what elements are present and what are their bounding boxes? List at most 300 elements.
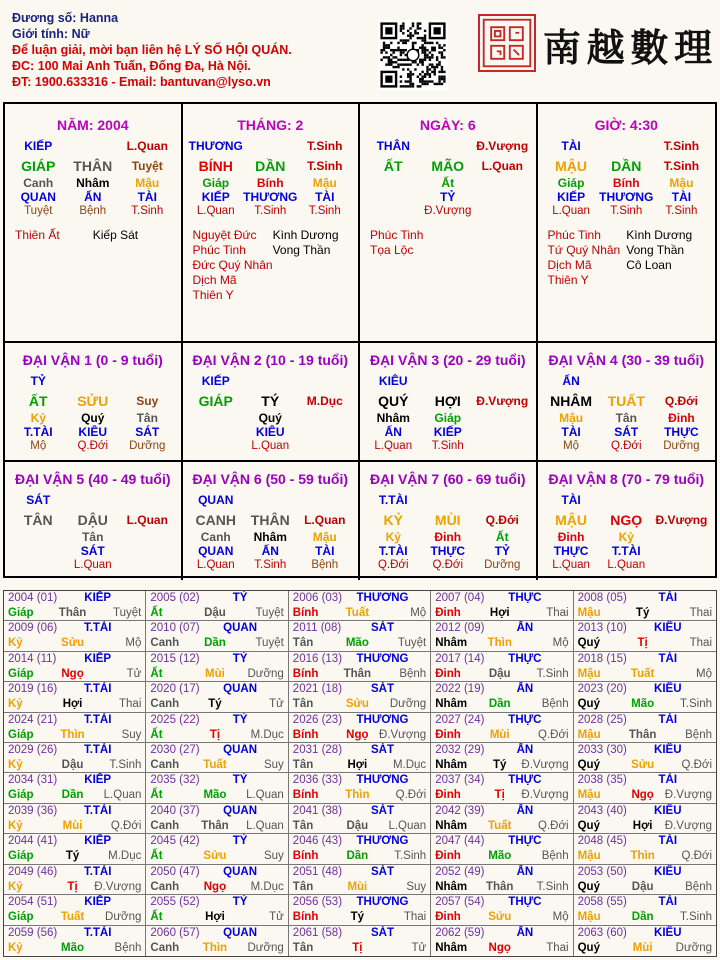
life-stage: Đ.Vượng	[655, 513, 708, 527]
year-cell[interactable]	[431, 713, 573, 743]
year-label: 2035 (32)	[150, 774, 200, 787]
year-cell[interactable]	[431, 865, 573, 895]
hidden-stage: Q.Đới	[77, 440, 109, 452]
hidden-stem	[298, 411, 353, 425]
year-cell[interactable]	[146, 621, 288, 651]
year-label: 2040 (37)	[150, 804, 200, 817]
year-cell[interactable]	[4, 652, 146, 682]
hidden-god: ẤN	[384, 425, 402, 439]
dai-van-8[interactable]	[538, 462, 716, 580]
year-cell[interactable]	[4, 895, 146, 925]
hidden-god: THƯƠNG	[599, 190, 654, 204]
year-branch: Ngọ	[346, 728, 369, 741]
year-stem: Quý	[577, 759, 600, 772]
year-stage: Mộ	[696, 667, 712, 680]
year-god: SÁT	[370, 804, 394, 817]
year-stem: Quý	[577, 698, 600, 711]
year-cell[interactable]	[4, 804, 146, 834]
hidden-stem: Canh	[200, 530, 231, 544]
year-label: 2012 (09)	[435, 622, 485, 635]
year-cell[interactable]	[289, 895, 431, 925]
dai-van-5[interactable]	[5, 462, 183, 580]
year-god: T.TÀI	[83, 804, 112, 817]
year-stage: L.Quan	[103, 789, 142, 802]
year-stem: Giáp	[8, 850, 34, 863]
year-cell[interactable]	[289, 773, 431, 803]
hidden-stage: T.Sinh	[131, 205, 164, 217]
hidden-stage: L.Quan	[196, 205, 235, 217]
year-label: 2015 (12)	[150, 652, 200, 665]
year-god: ẤN	[516, 926, 534, 939]
year-label: 2009 (06)	[8, 622, 58, 635]
dai-van-3[interactable]	[360, 343, 538, 462]
year-cell[interactable]	[4, 834, 146, 864]
dai-van-7[interactable]	[360, 462, 538, 580]
year-label: 2018 (15)	[577, 652, 627, 665]
year-branch: Thìn	[345, 789, 370, 802]
year-god: ẤN	[516, 683, 534, 696]
year-cell[interactable]	[146, 865, 288, 895]
year-god: KIÊU	[654, 744, 682, 757]
year-label: 2034 (31)	[8, 774, 58, 787]
year-stage: Đ.Vượng	[521, 759, 569, 772]
dai-van-1[interactable]	[5, 343, 183, 462]
year-branch: Tuất	[60, 911, 85, 924]
good-star: Dịch Mã	[192, 273, 237, 287]
year-cell[interactable]	[431, 773, 573, 803]
year-god: QUAN	[223, 926, 258, 939]
year-cell[interactable]	[574, 652, 716, 682]
hidden-stem: Kỷ	[618, 530, 634, 544]
year-cell[interactable]	[574, 591, 716, 621]
year-stem: Giáp	[8, 667, 34, 680]
year-cell[interactable]	[4, 926, 146, 956]
year-cell[interactable]	[4, 743, 146, 773]
year-cell[interactable]	[146, 804, 288, 834]
year-stem: Giáp	[8, 789, 34, 802]
year-branch: Thìn	[487, 637, 512, 650]
year-cell[interactable]	[431, 591, 573, 621]
year-branch: Dần	[204, 637, 226, 650]
year-cell[interactable]	[574, 743, 716, 773]
qr-code-icon[interactable]	[378, 20, 448, 90]
year-god: KIÊU	[654, 865, 682, 878]
year-branch: Mùi	[632, 941, 653, 954]
year-stage: Tuyệt	[113, 607, 142, 619]
year-stage: Đ.Vượng	[664, 789, 712, 802]
year-cell[interactable]	[574, 926, 716, 956]
year-branch: Dậu	[346, 819, 369, 832]
year-branch: Hợi	[489, 607, 510, 619]
earthly-branch: THÂN	[250, 512, 290, 528]
year-cell[interactable]	[431, 682, 573, 712]
year-stage: Suy	[263, 759, 284, 772]
hidden-stem: Đinh	[557, 530, 585, 544]
year-cell[interactable]	[289, 804, 431, 834]
year-stem: Quý	[577, 819, 600, 832]
year-branch: Tị	[67, 880, 78, 893]
year-stage: Dưỡng	[247, 667, 284, 680]
year-stem: Mậu	[577, 607, 601, 619]
year-stem: Ất	[150, 667, 163, 680]
hidden-god	[654, 544, 709, 558]
year-stage: Tuyệt	[255, 607, 284, 619]
year-stem: Canh	[150, 759, 180, 772]
hidden-stage: T.Sinh	[610, 205, 643, 217]
year-label: 2038 (35)	[577, 774, 627, 787]
year-label: 2060 (57)	[150, 926, 200, 939]
year-stem: Đinh	[435, 911, 461, 924]
year-branch: Dần	[631, 911, 654, 924]
year-cell[interactable]	[146, 743, 288, 773]
hidden-stem: Bính	[612, 176, 640, 190]
year-cell[interactable]	[574, 834, 716, 864]
hidden-stem: Ất	[441, 176, 455, 190]
year-god: KIÊU	[654, 622, 682, 635]
year-branch: Mùi	[347, 880, 368, 893]
hidden-god: SÁT	[135, 425, 160, 439]
year-cell[interactable]	[574, 804, 716, 834]
dai-van-6[interactable]	[183, 462, 361, 580]
hidden-stem: Giáp	[202, 176, 230, 190]
year-branch: Mão	[631, 698, 655, 711]
year-cell[interactable]	[574, 895, 716, 925]
year-stem: Tân	[292, 637, 314, 650]
hidden-stem: Quý	[258, 411, 282, 425]
year-label: 2028 (25)	[577, 713, 627, 726]
brand-char: 數	[630, 24, 669, 70]
heavenly-stem: KỶ	[383, 512, 403, 528]
year-stage: Mộ	[410, 607, 427, 619]
year-god: TÀI	[658, 835, 678, 848]
year-cell[interactable]	[289, 713, 431, 743]
year-cell[interactable]	[4, 773, 146, 803]
year-stage: Q.Đới	[538, 728, 569, 741]
year-branch: Tị	[209, 728, 221, 741]
year-stem: Đinh	[435, 789, 461, 802]
life-stage: L.Quan	[126, 513, 168, 527]
heavenly-stem: MẬU	[555, 512, 588, 528]
hidden-stage	[366, 204, 421, 218]
year-stem: Canh	[150, 698, 180, 711]
year-god: KIẾP	[84, 835, 112, 848]
year-branch: Mão	[345, 637, 369, 650]
year-god: SÁT	[370, 926, 394, 939]
year-cell[interactable]	[146, 895, 288, 925]
year-branch: Tý	[208, 698, 222, 711]
year-cell[interactable]	[146, 713, 288, 743]
hidden-god: SÁT	[614, 425, 639, 439]
brand-char: 南	[542, 24, 581, 70]
year-stage: Tuyệt	[255, 637, 284, 650]
earthly-branch: TÝ	[261, 393, 280, 409]
hidden-stage: Q.Đới	[377, 559, 409, 571]
year-stem: Giáp	[8, 728, 34, 741]
year-branch: Tý	[350, 911, 365, 924]
hidden-god: TÀI	[671, 190, 692, 204]
heavenly-stem: GIÁP	[21, 158, 56, 174]
hidden-god: TÀI	[137, 190, 157, 204]
year-stage: T.Sinh	[536, 880, 569, 893]
red-seal-icon	[478, 14, 536, 72]
bad-star: Vong Thần	[272, 243, 331, 257]
year-cell[interactable]	[146, 682, 288, 712]
pillar-god: THƯƠNG	[188, 139, 243, 153]
year-label: 2055 (52)	[150, 896, 200, 909]
hidden-god: THỰC	[664, 425, 699, 439]
year-cell[interactable]	[431, 834, 573, 864]
heavenly-stem: CANH	[195, 512, 236, 528]
hidden-god: T.TÀI	[611, 544, 641, 558]
year-god: TỶ	[232, 774, 248, 787]
hidden-stage: Mộ	[563, 440, 580, 452]
year-cell[interactable]	[4, 865, 146, 895]
dai-van-title: ĐẠI VẬN 8 (70 - 79 tuổi)	[548, 471, 705, 487]
year-label: 2008 (05)	[577, 592, 627, 604]
year-god: QUAN	[223, 804, 258, 817]
year-branch: Tị	[494, 789, 505, 802]
year-label: 2024 (21)	[8, 713, 58, 726]
dai-van-4[interactable]	[538, 343, 716, 462]
year-cell[interactable]	[4, 591, 146, 621]
year-cell[interactable]	[146, 773, 288, 803]
bad-star: Kiếp Sát	[92, 228, 139, 242]
year-stage: Thai	[403, 911, 427, 924]
year-stem: Kỷ	[8, 941, 23, 954]
year-branch: Hợi	[62, 698, 83, 711]
year-stage: Mộ	[125, 637, 142, 650]
dai-van-title: ĐẠI VẬN 4 (30 - 39 tuổi)	[548, 352, 705, 368]
year-stage: Dưỡng	[247, 941, 284, 954]
year-branch: Dần	[346, 850, 369, 863]
hidden-stage: T.Sinh	[254, 559, 287, 571]
year-god: TÀI	[658, 713, 678, 726]
year-label: 2057 (54)	[435, 896, 485, 909]
year-branch: Ngọ	[488, 941, 511, 954]
year-stem: Kỷ	[8, 698, 23, 711]
pillar-title: NĂM: 2004	[56, 117, 129, 133]
year-stage: Q.Đới	[538, 819, 569, 832]
year-cell[interactable]	[146, 926, 288, 956]
year-label: 2007 (04)	[435, 592, 485, 604]
year-cell[interactable]	[289, 621, 431, 651]
year-cell[interactable]	[4, 713, 146, 743]
year-cell[interactable]	[146, 652, 288, 682]
hidden-stem: Mậu	[312, 530, 337, 544]
year-god: THƯƠNG	[356, 713, 409, 726]
hidden-stage: Bệnh	[311, 559, 339, 571]
year-god: TÀI	[658, 592, 678, 604]
year-cell[interactable]	[289, 591, 431, 621]
year-stem: Đinh	[435, 850, 461, 863]
hidden-stage: T.Sinh	[665, 205, 698, 217]
year-cell[interactable]	[289, 682, 431, 712]
good-star: Tọa Lộc	[370, 243, 414, 257]
year-cell[interactable]	[574, 682, 716, 712]
pillar-god: THÂN	[376, 139, 410, 153]
year-cell[interactable]	[289, 834, 431, 864]
year-stage: Thai	[689, 607, 712, 619]
year-branch: Ngọ	[631, 789, 654, 802]
contact-line-1: Để luận giải, mời bạn liên hệ LÝ SỐ HỘI QUÁN.	[12, 43, 292, 57]
year-branch: Thân	[58, 607, 87, 619]
pillar-0	[5, 104, 183, 343]
year-stage: Dưỡng	[389, 698, 427, 711]
year-label: 2017 (14)	[435, 652, 485, 665]
year-cell[interactable]	[146, 591, 288, 621]
stars-list	[183, 228, 359, 303]
year-stem: Tân	[292, 819, 314, 832]
year-god: THỰC	[508, 774, 542, 787]
year-god: QUAN	[223, 744, 258, 757]
life-stage: T.Sinh	[663, 159, 700, 173]
dai-van-god: SÁT	[26, 493, 51, 507]
year-cell[interactable]	[574, 865, 716, 895]
year-cell[interactable]	[289, 865, 431, 895]
hidden-god: ẤN	[84, 190, 102, 204]
year-label: 2049 (46)	[8, 865, 58, 878]
year-cell[interactable]	[289, 652, 431, 682]
year-label: 2022 (19)	[435, 683, 485, 696]
dai-van-title: ĐẠI VẬN 3 (20 - 29 tuổi)	[369, 352, 526, 368]
year-god: TÀI	[658, 896, 678, 909]
hidden-god	[366, 190, 421, 204]
year-stage: Tuyệt	[397, 637, 427, 650]
year-god: THƯƠNG	[356, 835, 409, 848]
year-stem: Bính	[292, 850, 319, 863]
pillar-title: GIỜ: 4:30	[594, 117, 658, 133]
contact-address: ĐC: 100 Mai Anh Tuấn, Đống Đa, Hà Nội.	[12, 59, 251, 73]
year-branch: Sửu	[488, 911, 512, 924]
pillar-god: TÀI	[561, 139, 581, 153]
hidden-stage: Dưỡng	[663, 440, 700, 452]
hidden-stem: Mậu	[312, 176, 337, 190]
year-stage: Bệnh	[114, 941, 142, 954]
earthly-branch: DẬU	[77, 512, 108, 528]
bad-star	[448, 243, 526, 258]
year-cell[interactable]	[4, 621, 146, 651]
year-stage: T.Sinh	[680, 911, 712, 924]
year-stem: Tân	[292, 698, 314, 711]
earthly-branch: MÙI	[434, 512, 461, 528]
year-stem: Kỷ	[8, 759, 23, 772]
year-cell[interactable]	[4, 682, 146, 712]
year-stage: Thai	[689, 637, 712, 650]
dai-van-2[interactable]	[183, 343, 361, 462]
year-branch: Ngọ	[203, 880, 227, 893]
year-god: T.TÀI	[83, 926, 112, 939]
dai-van-title: ĐẠI VẬN 7 (60 - 69 tuổi)	[369, 471, 526, 487]
hidden-stem: Ất	[495, 530, 509, 544]
contact-phone-email[interactable]: ĐT: 1900.633316 - Email: bantuvan@lyso.vn	[12, 75, 271, 89]
year-stem: Kỷ	[8, 880, 23, 893]
bad-star	[273, 273, 348, 288]
year-stem: Tân	[292, 759, 314, 772]
year-label: 2037 (34)	[435, 774, 485, 787]
hidden-stem: Giáp	[434, 411, 462, 425]
hidden-stem: Quý	[81, 411, 105, 425]
year-stage: Đ.Vượng	[521, 789, 569, 802]
good-star: Phúc Tinh	[192, 243, 246, 257]
hidden-stem: Tân	[136, 411, 158, 425]
year-branch: Tị	[637, 637, 648, 650]
hidden-stem: Giáp	[557, 176, 585, 190]
year-stage: Q.Đới	[681, 850, 712, 863]
year-stem: Bính	[292, 607, 319, 619]
year-branch: Mão	[488, 850, 512, 863]
life-stage: Tuyệt	[131, 159, 163, 173]
hidden-stage: L.Quan	[607, 559, 646, 571]
year-branch: Tuất	[345, 607, 370, 619]
year-cell[interactable]	[146, 834, 288, 864]
year-stem: Canh	[150, 819, 180, 832]
year-label: 2050 (47)	[150, 865, 200, 878]
year-label: 2013 (10)	[577, 622, 627, 635]
year-stem: Ất	[150, 607, 163, 619]
hidden-stem: Tân	[82, 530, 104, 544]
hidden-stage	[189, 439, 244, 453]
year-cell[interactable]	[431, 804, 573, 834]
year-label: 2053 (50)	[577, 865, 627, 878]
year-label: 2029 (26)	[8, 744, 58, 757]
heavenly-stem: ẤT	[383, 158, 403, 174]
year-god: T.TÀI	[83, 865, 112, 878]
hidden-stem: Nhâm	[376, 411, 410, 425]
hidden-stem: Mậu	[135, 176, 160, 190]
dai-van-god: T.TÀI	[378, 493, 408, 507]
year-label: 2045 (42)	[150, 835, 200, 848]
year-cell[interactable]	[431, 743, 573, 773]
hidden-god	[475, 190, 530, 204]
year-stem: Bính	[292, 667, 319, 680]
bad-star: Kình Dương	[626, 228, 693, 242]
hidden-god	[298, 425, 353, 439]
year-branch: Hợi	[347, 759, 368, 772]
year-cell[interactable]	[289, 926, 431, 956]
hidden-stem	[654, 530, 709, 544]
good-star: Dịch Mã	[547, 258, 592, 272]
good-star: Thiên Ất	[15, 228, 60, 242]
hidden-god: THỰC	[430, 544, 466, 558]
year-label: 2016 (13)	[292, 652, 343, 665]
year-stage: Thai	[119, 698, 142, 711]
year-cell[interactable]	[574, 621, 716, 651]
year-cell[interactable]	[289, 743, 431, 773]
year-cell[interactable]	[574, 773, 716, 803]
year-cell[interactable]	[574, 713, 716, 743]
year-label: 2021 (18)	[292, 683, 343, 696]
life-stage: Đ.Vượng	[476, 394, 529, 408]
year-cell[interactable]	[431, 926, 573, 956]
year-branch: Thân	[201, 819, 229, 832]
hidden-stem: Tân	[615, 411, 637, 425]
year-cell[interactable]	[431, 621, 573, 651]
year-cell[interactable]	[431, 652, 573, 682]
year-branch: Sửu	[61, 637, 85, 650]
year-cell[interactable]	[431, 895, 573, 925]
year-stage: Suy	[263, 850, 284, 863]
hidden-god: T.TÀI	[23, 425, 53, 439]
hidden-god: ẤN	[261, 544, 279, 558]
year-stem: Quý	[577, 880, 600, 893]
year-stage: L.Quan	[246, 819, 284, 832]
pillar-god: KIẾP	[24, 139, 53, 153]
hidden-god: SÁT	[80, 544, 105, 558]
hidden-stage	[298, 439, 353, 453]
year-stage: Suy	[121, 728, 142, 741]
dai-van-god: KIẾP	[201, 374, 230, 388]
year-stage: T.Sinh	[394, 850, 427, 863]
